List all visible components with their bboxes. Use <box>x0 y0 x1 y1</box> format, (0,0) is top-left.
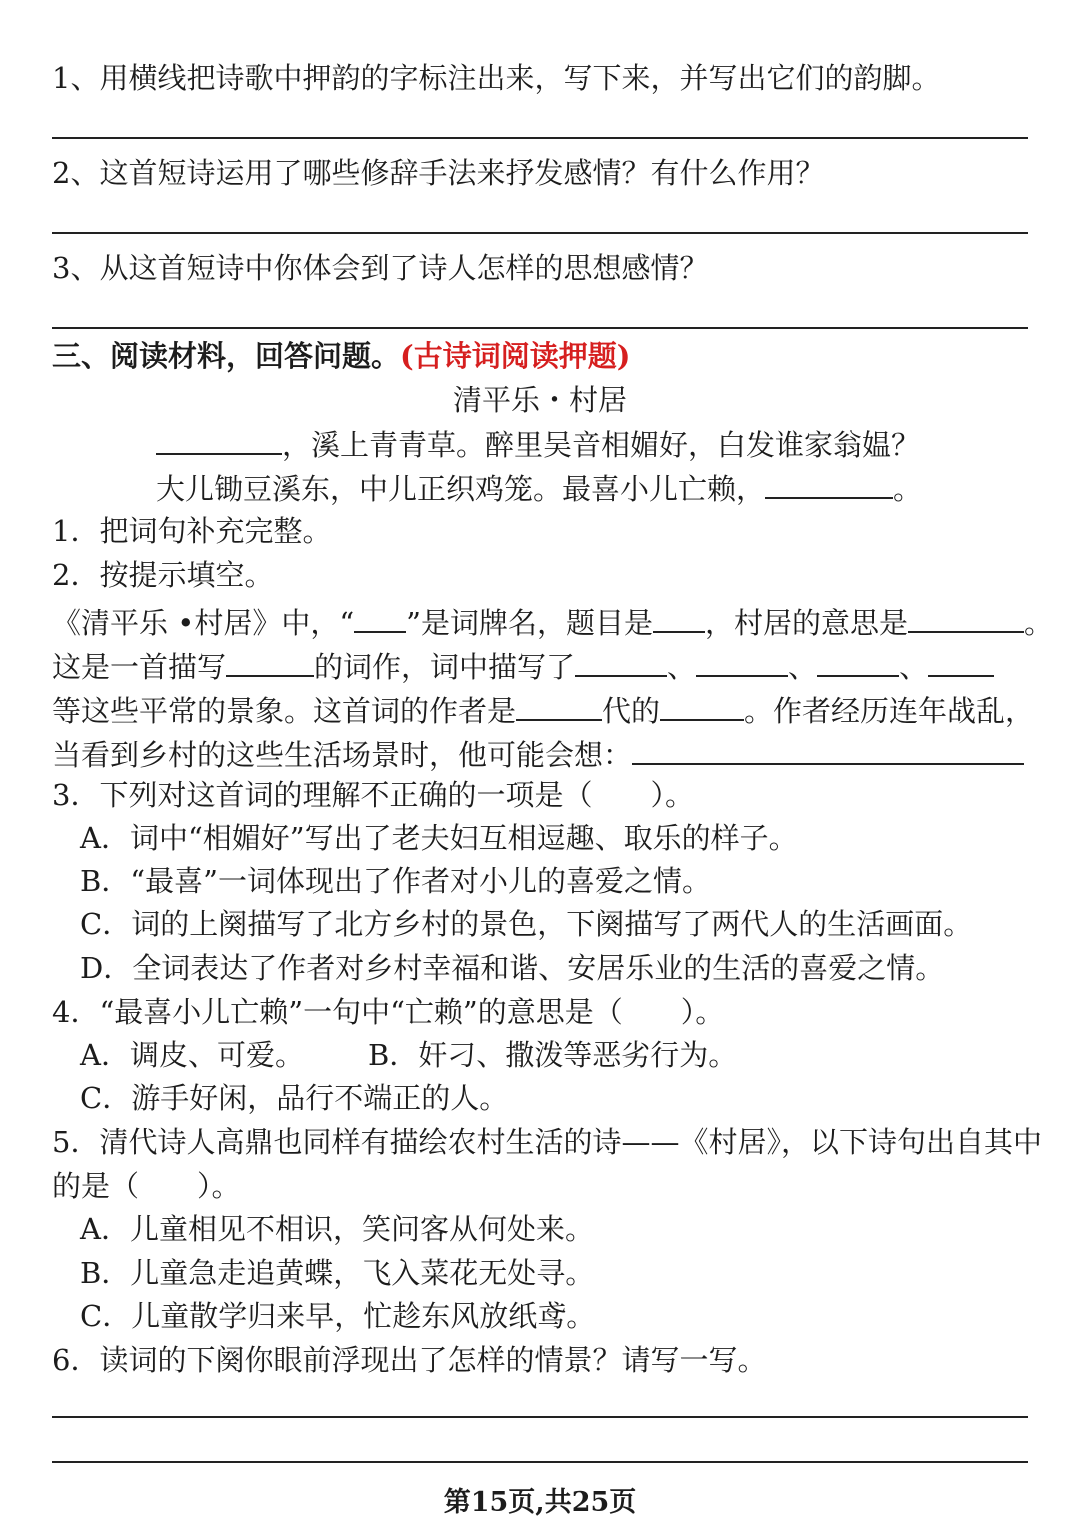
fill-blank[interactable] <box>575 647 667 677</box>
fill-line-2 <box>52 647 994 685</box>
fill-text: ，村居的意思是 <box>704 606 908 640</box>
fill-blank[interactable] <box>354 603 406 633</box>
section-3-heading <box>52 338 630 374</box>
fill-line-4 <box>52 735 1024 773</box>
q3-option-d[interactable]: D．全词表达了作者对乡村幸福和谐、安居乐业的生活的喜爱之情。 <box>80 951 945 985</box>
question-6: 6．读词的下阕你眼前浮现出了怎样的情景？请写一写。 <box>52 1343 767 1377</box>
question-1: 1．把词句补充完整。 <box>52 514 332 548</box>
question-2: 2．按提示填空。 <box>52 558 274 592</box>
fill-text: 这是一首描写 <box>52 650 227 684</box>
poem-blank-2[interactable] <box>765 469 893 499</box>
poem-blank-1[interactable] <box>156 425 282 455</box>
q4-option-c[interactable]: C．游手好闲，品行不端正的人。 <box>80 1081 509 1115</box>
fill-text: 等这些平常的景象。这首词的作者是 <box>52 694 517 728</box>
q4-option-a[interactable]: A．调皮、可爱。 <box>80 1038 304 1072</box>
q3-option-a[interactable]: A．词中“相媚好”写出了老夫妇互相逗趣、取乐的样子。 <box>80 821 798 855</box>
question-5-line-1: 5．清代诗人高鼎也同样有描绘农村生活的诗——《村居》，以下诗句出自其中 <box>52 1125 1042 1159</box>
q3-option-c[interactable]: C．词的上阕描写了北方乡村的景色，下阕描写了两代人的生活画面。 <box>80 907 973 941</box>
fill-blank[interactable] <box>632 735 1024 765</box>
q5-option-b[interactable]: B．儿童急走追黄蝶，飞入菜花无处寻。 <box>80 1256 595 1290</box>
answer-line <box>52 137 1028 139</box>
fill-blank[interactable] <box>653 603 705 633</box>
poem-title: 清平乐・村居 <box>452 383 627 417</box>
question-1-2: 2、这首短诗运用了哪些修辞手法来抒发感情？有什么作用？ <box>52 156 825 190</box>
fill-text: 。 <box>1024 606 1054 640</box>
fill-blank[interactable] <box>817 647 899 677</box>
fill-blank[interactable] <box>516 691 602 721</box>
poem-line-2 <box>156 469 922 507</box>
page-number: 第15页,共25页 <box>443 1487 637 1518</box>
fill-blank[interactable] <box>660 691 744 721</box>
fill-blank[interactable] <box>696 647 788 677</box>
section-3-tag: (古诗词阅读押题) <box>400 339 631 373</box>
answer-line <box>52 1461 1028 1463</box>
fill-text: 代的 <box>602 694 661 728</box>
poem-line-2-text: 大儿锄豆溪东，中儿正织鸡笼。最喜小儿亡赖， <box>156 472 766 506</box>
question-1-1: 1、用横线把诗歌中押韵的字标注出来，写下来，并写出它们的韵脚。 <box>52 61 941 95</box>
fill-text: 。作者经历连年战乱， <box>744 694 1035 728</box>
fill-text: 《清平乐 •村居》中，“ <box>52 606 355 640</box>
fill-text: 当看到乡村的这些生活场景时，他可能会想： <box>52 738 633 772</box>
fill-text: 的词作，词中描写了 <box>314 650 576 684</box>
fill-blank[interactable] <box>226 647 314 677</box>
fill-separator: 、 <box>667 650 697 684</box>
fill-separator: 、 <box>788 650 818 684</box>
q5-option-a[interactable]: A．儿童相见不相识，笑问客从何处来。 <box>80 1212 594 1246</box>
answer-line <box>52 327 1028 329</box>
fill-line-1 <box>52 603 1053 641</box>
question-1-3: 3、从这首短诗中你体会到了诗人怎样的思想感情？ <box>52 251 709 285</box>
fill-line-3 <box>52 691 1034 729</box>
q3-option-b[interactable]: B．“最喜”一词体现出了作者对小儿的喜爱之情。 <box>80 864 711 898</box>
section-3-title: 三、阅读材料，回答问题。 <box>52 339 401 373</box>
answer-line <box>52 232 1028 234</box>
poem-line-1 <box>156 425 920 463</box>
poem-line-1-text: ，溪上青青草。醉里吴音相媚好，白发谁家翁媪？ <box>282 428 921 462</box>
fill-text: ”是词牌名，题目是 <box>406 606 653 640</box>
fill-blank[interactable] <box>928 647 994 677</box>
question-5-line-2: 的是（ ）。 <box>52 1169 241 1203</box>
poem-line-2-end: 。 <box>893 472 923 506</box>
question-3: 3．下列对这首词的理解不正确的一项是（ ）。 <box>52 778 694 812</box>
q4-option-b[interactable]: B．奸刁、撒泼等恶劣行为。 <box>368 1038 738 1072</box>
q5-option-c[interactable]: C．儿童散学归来早，忙趁东风放纸鸢。 <box>80 1299 596 1333</box>
fill-blank[interactable] <box>908 603 1024 633</box>
fill-separator: 、 <box>899 650 929 684</box>
answer-line <box>52 1416 1028 1418</box>
question-4: 4．“最喜小儿亡赖”一句中“亡赖”的意思是（ ）。 <box>52 995 725 1029</box>
